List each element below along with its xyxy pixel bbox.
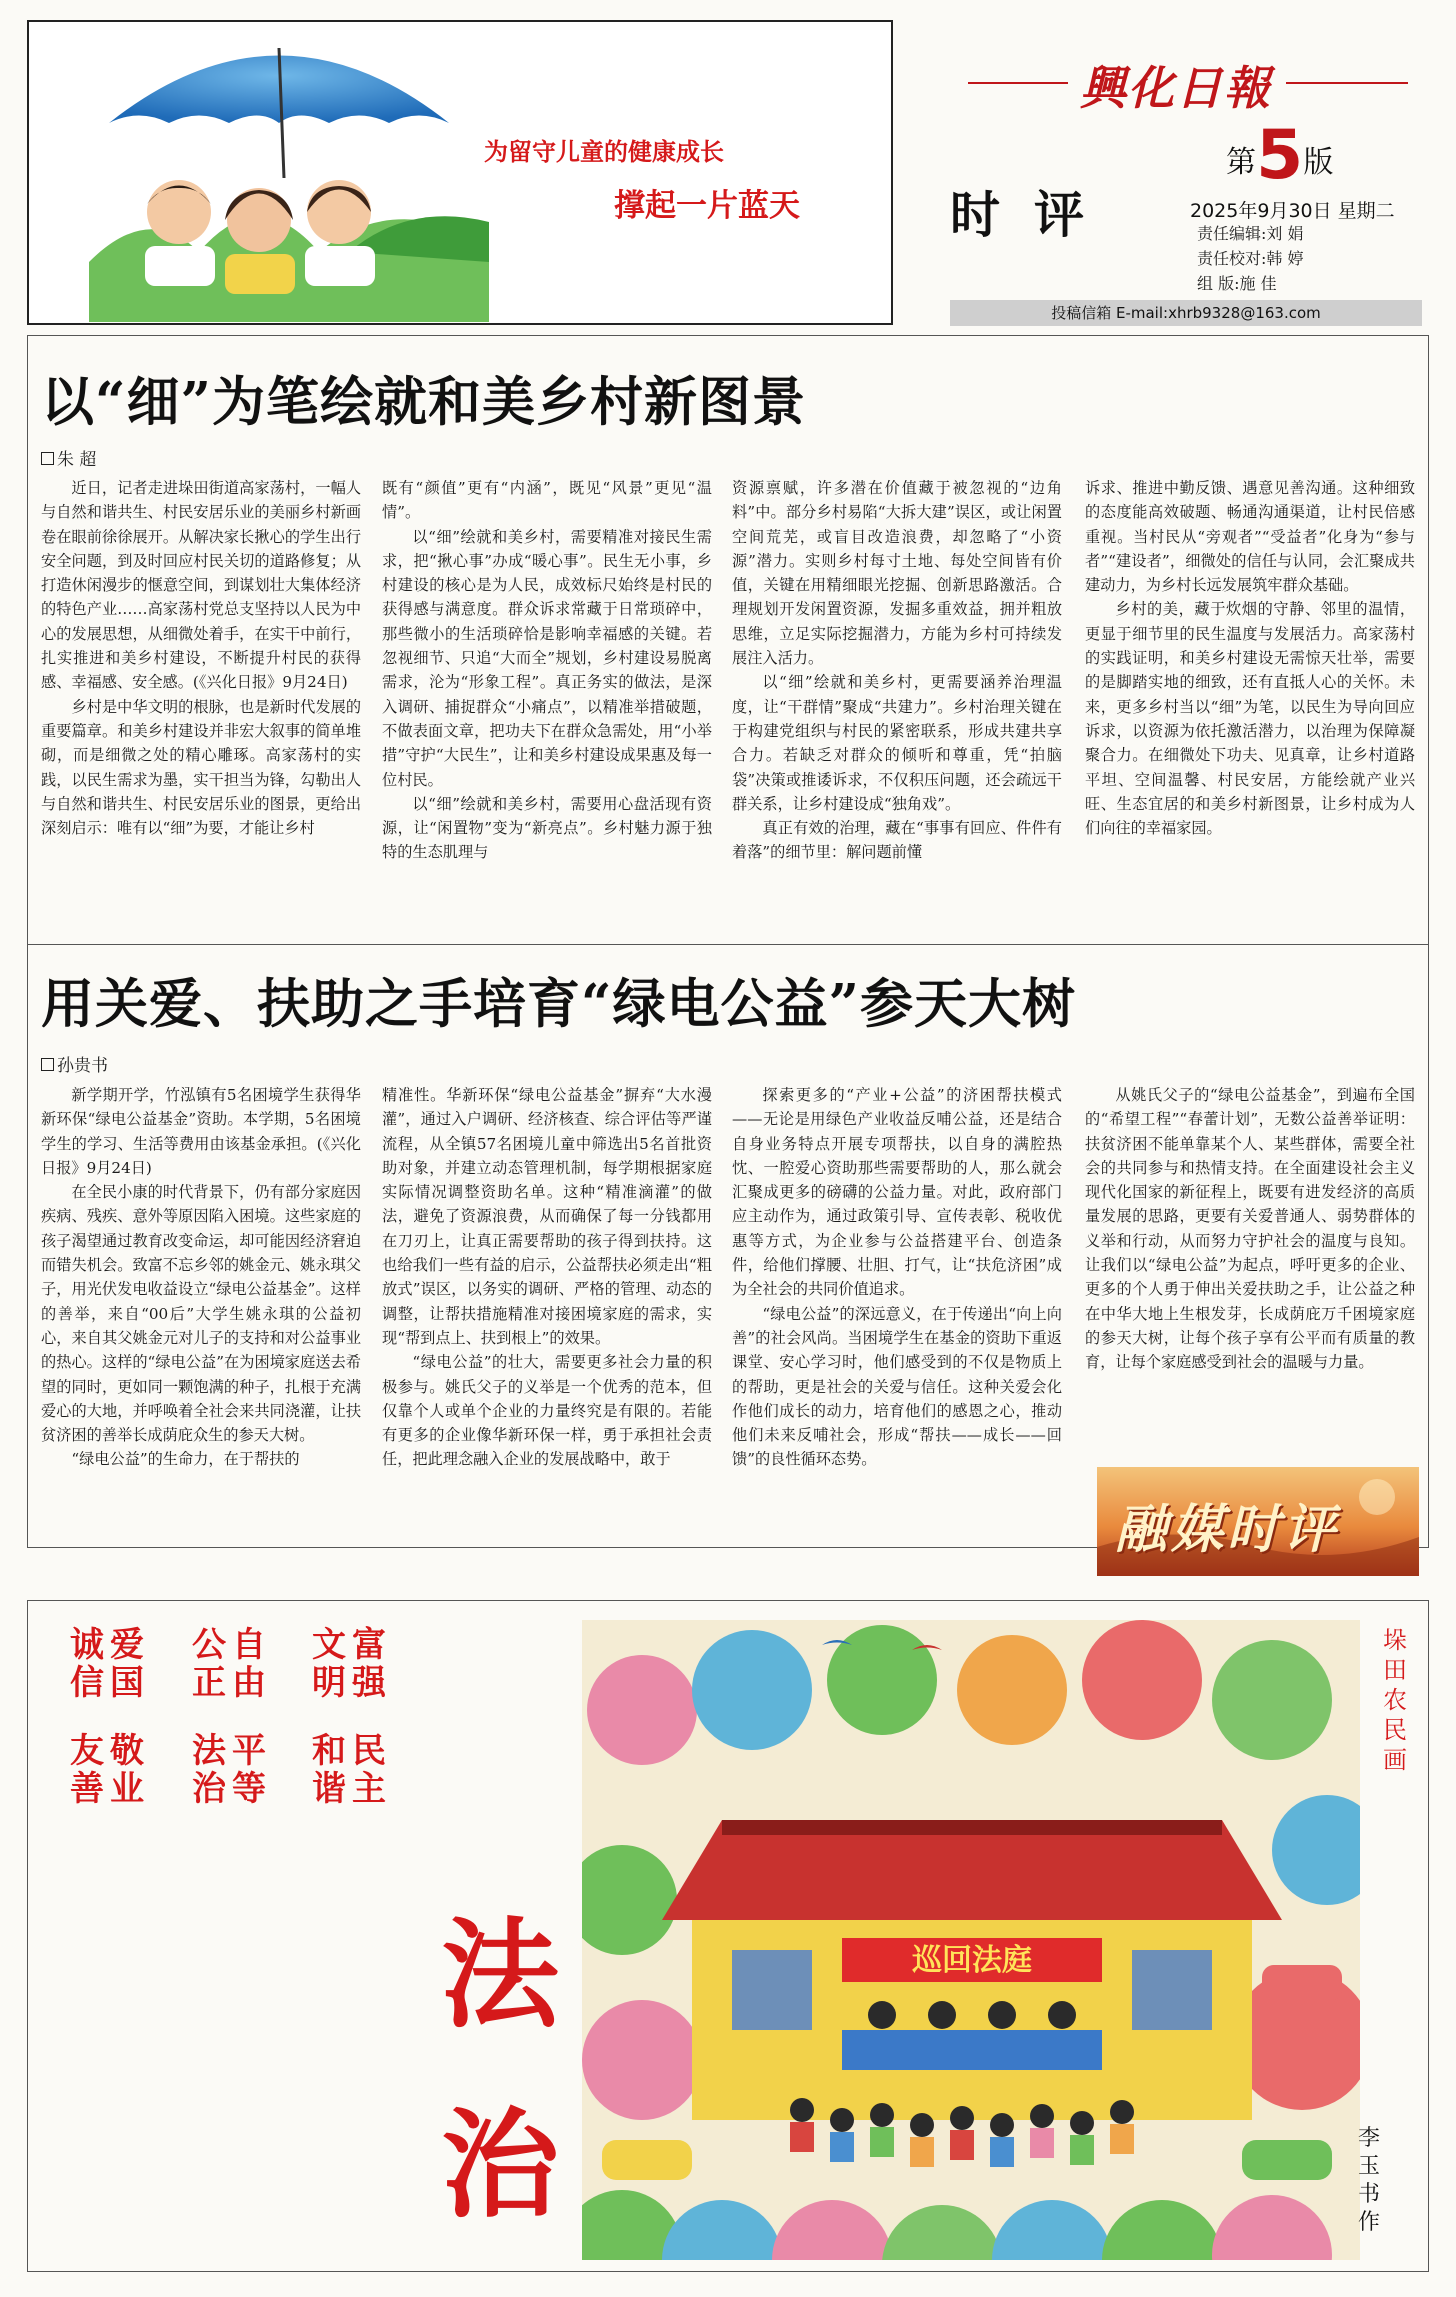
value-char: 敬 bbox=[110, 1731, 144, 1771]
value-char: 富 bbox=[352, 1625, 386, 1665]
byline-box-icon bbox=[41, 452, 54, 465]
article1-paragraph: 以“细”绘就和美乡村，需要精准对接民生需求，把“揪心事”办成“暖心事”。民生无小事，乡村建设的核心是为人民，成效标尺始终是村民的获得感与满意度。群众诉求常藏于日常琐碎中，那些微小的生活琐碎恰是影响幸福感的关键。若忽视细节、只追“大而全”规划，乡村建设易脱离需求，沦为“形象工程”。真正务实的做法，是深入调研、捕捉群众“小痛点”，以精准举措破题，不做表面文章，把功夫下在群众急需处，用“小举措”守护“大民生”，让和美乡村建设成果惠及每一位村民。 bbox=[382, 527, 712, 789]
article1-paragraph: 近日，记者走进垛田街道高家荡村，一幅人与自然和谐共生、村民安居乐业的美丽乡村新画卷在眼前徐徐展开。从解决家长揪心的学生出行安全问题，到及时回应村民关切的道路修复；从打造休闲漫步的惬意空间，到谋划壮大集体经济的特色产业……高家荡村党总支坚持以人民为中心的发展思想，从细微处着手，在实干中前行，扎实推进和美乡村建设，不断提升村民的获得感、幸福感、安全感。(《兴化日报》9月24日) bbox=[41, 479, 361, 692]
value-char: 平 bbox=[232, 1731, 266, 1771]
article-divider bbox=[27, 944, 1429, 945]
article1-column-4 bbox=[1085, 476, 1415, 924]
values-row bbox=[70, 1770, 430, 1808]
article1-byline bbox=[41, 445, 96, 470]
ad-slogan-line1: 为留守儿童的健康成长 bbox=[484, 138, 724, 166]
value-char: 业 bbox=[110, 1769, 144, 1809]
calligraphy-credit bbox=[1352, 2125, 1386, 2237]
article1-paragraph: 乡村的美，藏于炊烟的守静、邻里的温情，更显于细节里的民生温度与发展活力。高家荡村的实践证明，和美乡村建设无需惊天壮举，需要的是脚踏实地的细致，还有直抵人心的关怀。未来，更多乡村当以“细”为笔，以民生为导向回应诉求，以资源为依托激活潜力，以治理为保障凝聚合力。在细微处下功夫、见真章，让乡村道路平坦、空间温馨、村民安居，方能绘就产业兴旺、生态宜居的和美乡村新图景，让乡村成为人们向往的幸福家园。 bbox=[1085, 600, 1415, 838]
value-char: 民 bbox=[352, 1731, 386, 1771]
value-char: 治 bbox=[192, 1769, 226, 1809]
submission-email: 投稿信箱 E-mail:xhrb9328@163.com bbox=[950, 300, 1422, 326]
values-row bbox=[70, 1664, 430, 1702]
logo-rule-right bbox=[1286, 82, 1408, 84]
article2-headline: 用关爱、扶助之手培育“绿电公益”参天大树 bbox=[41, 973, 1076, 1035]
article1-author: 朱 超 bbox=[57, 450, 97, 470]
value-char: 明 bbox=[312, 1663, 346, 1703]
article2-paragraph: “绿电公益”的壮大，需要更多社会力量的积极参与。姚氏父子的义举是一个优秀的范本，但仅靠个人或单个企业的力量终究是有限的。若能有更多的企业像华新环保一样，勇于承担社会责任，把此理念融入企业的发展战略中，敢于 bbox=[382, 1353, 712, 1469]
values-row bbox=[70, 1626, 430, 1664]
section-title: 时评 bbox=[950, 185, 1118, 244]
article2-author: 孙贵书 bbox=[57, 1056, 108, 1076]
article2-paragraph: 从姚氏父子的“绿电公益基金”，到遍布全国的“希望工程”“春蕾计划”，无数公益善举证明：扶贫济困不能单靠某个人、某些群体，需要全社会的共同参与和热情支持。在全面建设社会主义现代化国家的新征程上，既要有进发经济的高质量发展的思路，更要有关爱普通人、弱势群体的义举和行动，从而努力守护社会的温度与良知。让我们以“绿电公益”为起点，呼吁更多的企业、更多的个人勇于伸出关爱扶助之手，让公益之种在中华大地上生根发芽，长成荫庇万千困境家庭的参天大树，让每个孩子享有公平而有质量的教育，让每个家庭感受到社会的温暖与力量。 bbox=[1085, 1086, 1415, 1372]
article2-byline bbox=[41, 1051, 108, 1076]
value-char: 谐 bbox=[312, 1769, 346, 1809]
editor-credits bbox=[1197, 221, 1303, 296]
article2-paragraph: 探索更多的“产业+公益”的济困帮扶模式——无论是用绿色产业收益反哺公益，还是结合自身业务特点开展专项帮扶，以自身的满腔热忱、一腔爱心资助那些需要帮助的人，那么就会汇聚成更多的磅礴的公益力量。对此，政府部门应主动作为，通过政策引导、宣传表彰、税收优惠等方式，为企业参与公益搭建平台、创造条件，给他们撑腰、壮胆、打气，让“扶危济困”成为全社会的共同价值追求。 bbox=[732, 1086, 1062, 1299]
value-char: 友 bbox=[70, 1731, 104, 1771]
value-char: 正 bbox=[192, 1663, 226, 1703]
value-char: 诚 bbox=[70, 1625, 104, 1665]
article1-paragraph: 既有“颜值”更有“内涵”，既见“风景”更见“温情”。 bbox=[382, 479, 712, 522]
value-char: 爱 bbox=[110, 1625, 144, 1665]
byline-box-icon bbox=[41, 1058, 54, 1071]
value-char: 自 bbox=[232, 1625, 266, 1665]
article2-column-1 bbox=[41, 1083, 361, 1538]
logo-rule-left bbox=[968, 82, 1068, 84]
folk-painting-art bbox=[582, 1620, 1360, 2260]
page-suffix: 版 bbox=[1303, 145, 1334, 180]
layout-credit: 组 版:施 佳 bbox=[1197, 274, 1277, 293]
article2-column-3 bbox=[732, 1083, 1062, 1538]
calligraphy-char: 治 bbox=[440, 2095, 559, 2234]
article1-column-3 bbox=[732, 476, 1062, 924]
calligraphy-credit-text: 李玉书作 bbox=[1357, 2126, 1380, 2235]
painting-credit-text: 垛田农民画 bbox=[1383, 1626, 1407, 1774]
article1-paragraph: 资源禀赋，许多潜在价值藏于被忽视的“边角料”中。部分乡村易陷“大拆大建”误区，或让闲置空间荒芜，或盲目改造浪费，却忽略了“小资源”潜力。实则乡村每寸土地、每处空间皆有价值，关键在用精细眼光挖掘、创新思路激活。合理规划开发闲置资源，发掘多重效益，拥并粗放思维，立足实际挖掘潜力，方能为乡村可持续发展注入活力。 bbox=[732, 479, 1062, 668]
article1-headline: 以“细”为笔绘就和美乡村新图景 bbox=[41, 371, 806, 433]
value-char: 文 bbox=[312, 1625, 346, 1665]
painting-credit bbox=[1378, 1625, 1412, 1775]
article2-column-2 bbox=[382, 1083, 712, 1538]
value-char: 由 bbox=[232, 1663, 266, 1703]
article1-paragraph: 真正有效的治理，藏在“事事有回应、件件有着落”的细节里：解问题前懂 bbox=[732, 819, 1062, 862]
children-photo bbox=[89, 142, 489, 322]
article2-paragraph: 新学期开学，竹泓镇有5名困境学生获得华新环保“绿电公益基金”资助。本学期，5名困境学生的学习、生活等费用由该基金承担。(《兴化日报》9月24日) bbox=[41, 1086, 361, 1177]
court-sign: 巡回法庭 bbox=[912, 1943, 1032, 1978]
newspaper-name: 興化日報 bbox=[1080, 61, 1272, 115]
newspaper-logo bbox=[968, 52, 1408, 115]
value-char: 公 bbox=[192, 1625, 226, 1665]
article2-paragraph: “绿电公益”的深远意义，在于传递出“向上向善”的社会风尚。当困境学生在基金的资助下重返课堂、安心学习时，他们感受到的不仅是物质上的帮助，更是社会的关爱与信任。这种关爱会化作他们成长的动力，培育他们的感恩之心，推动他们未来反哺社会，形成“帮扶——成长——回馈”的良性循环态势。 bbox=[732, 1304, 1062, 1469]
article2-paragraph: “绿电公益”的生命力，在于帮扶的 bbox=[71, 1450, 300, 1469]
values-row bbox=[70, 1732, 430, 1770]
value-char: 和 bbox=[312, 1731, 346, 1771]
proofreader-credit: 责任校对:韩 婷 bbox=[1197, 249, 1304, 268]
article1-paragraph: 以“细”绘就和美乡村，更需要涵养治理温度，让“干群情”聚成“共建力”。乡村治理关键在于构建党组织与村民的紧密联系，形成共建共享合力。若缺乏对群众的倾听和尊重，凭“拍脑袋”决策或推诿诉求，不仅积压问题，还会疏远干群关系，让乡村建设成“独角戏”。 bbox=[732, 673, 1062, 813]
value-char: 信 bbox=[70, 1663, 104, 1703]
value-char: 强 bbox=[352, 1663, 386, 1703]
badge-text: 融媒时评 bbox=[1115, 1499, 1340, 1560]
article2-paragraph: 在全民小康的时代背景下，仍有部分家庭因疾病、残疾、意外等原因陷入困境。这些家庭的孩子渴望通过教育改变命运，却可能因经济窘迫而错失机会。致富不忘乡邻的姚金元、姚永琪父子，用光伏发电收益设立“绿电公益基金”。这样的善举，来自“00后”大学生姚永琪的公益初心，来自其父姚金元对儿子的支持和对公益事业的热心。这样的“绿电公益”在为困境家庭送去希望的同时，更如同一颗饱满的种子，扎根于充满爱心的大地，并呼唤着全社会来共同浇灌，让扶贫济困的善举长成荫庇众生的参天大树。 bbox=[41, 1183, 361, 1445]
value-char: 等 bbox=[232, 1769, 266, 1809]
rule-of-law-calligraphy bbox=[430, 1880, 570, 2260]
calligraphy-char: 法 bbox=[440, 1905, 559, 2044]
value-char: 善 bbox=[70, 1769, 104, 1809]
page-prefix: 第 bbox=[1226, 145, 1256, 180]
article2-column-4 bbox=[1085, 1083, 1415, 1455]
value-char: 主 bbox=[352, 1769, 386, 1809]
article1-column-2 bbox=[382, 476, 712, 924]
issue-date: 2025年9月30日 星期二 bbox=[1190, 200, 1395, 222]
article1-paragraph: 诉求、推进中勤反馈、遇意见善沟通。这种细致的态度能高效破题、畅通沟通渠道，让村民倍感重视。当村民从“旁观者”“受益者”化身为“参与者”“建设者”，细微处的信任与认同，会汇聚成共建动力，为乡村长远发展筑牢群众基础。 bbox=[1085, 479, 1415, 595]
article1-paragraph: 乡村是中华文明的根脉，也是新时代发展的重要篇章。和美乡村建设并非宏大叙事的简单堆砌，而是细微之处的精心雕琢。高家荡村的实践，以民生需求为墨，实干担当为锋，勾勒出人与自然和谐共生、村民安居乐业的图景，更给出深刻启示：唯有以“细”为要，才能让乡村 bbox=[41, 697, 361, 838]
article2-paragraph: 精准性。华新环保“绿电公益基金”摒弃“大水漫灌”，通过入户调研、经济核查、综合评估等严谨流程，从全镇57名困境儿童中筛选出5名首批资助对象，并建立动态管理机制，每学期根据家庭实际情况调整资助名单。这种“精准滴灌”的做法，避免了资源浪费，从而确保了每一分钱都用在刀刃上，让真正需要帮助的孩子得到扶持。这也给我们一些有益的启示，公益帮扶必须走出“粗放式”误区，以务实的调研、严格的管理、动态的调整，让帮扶措施精准对接困境家庭的需求，实现“帮到点上、扶到根上”的效果。 bbox=[382, 1086, 712, 1347]
editor-credit: 责任编辑:刘 娟 bbox=[1197, 224, 1304, 243]
media-commentary-badge bbox=[1097, 1467, 1419, 1576]
article1-paragraph: 以“细”绘就和美乡村，需要用心盘活现有资源，让“闲置物”变为“新亮点”。乡村魅力源于独特的生态肌理与 bbox=[382, 794, 712, 862]
folk-painting bbox=[582, 1620, 1360, 2260]
article1-column-1 bbox=[41, 476, 361, 924]
value-char: 法 bbox=[192, 1731, 226, 1771]
value-char: 国 bbox=[110, 1663, 144, 1703]
charity-ad-banner bbox=[27, 20, 893, 325]
core-values bbox=[70, 1626, 430, 1808]
page-number bbox=[1226, 116, 1333, 195]
ad-slogan-line2: 撑起一片蓝天 bbox=[614, 188, 800, 224]
page-number-value: 5 bbox=[1256, 116, 1304, 195]
